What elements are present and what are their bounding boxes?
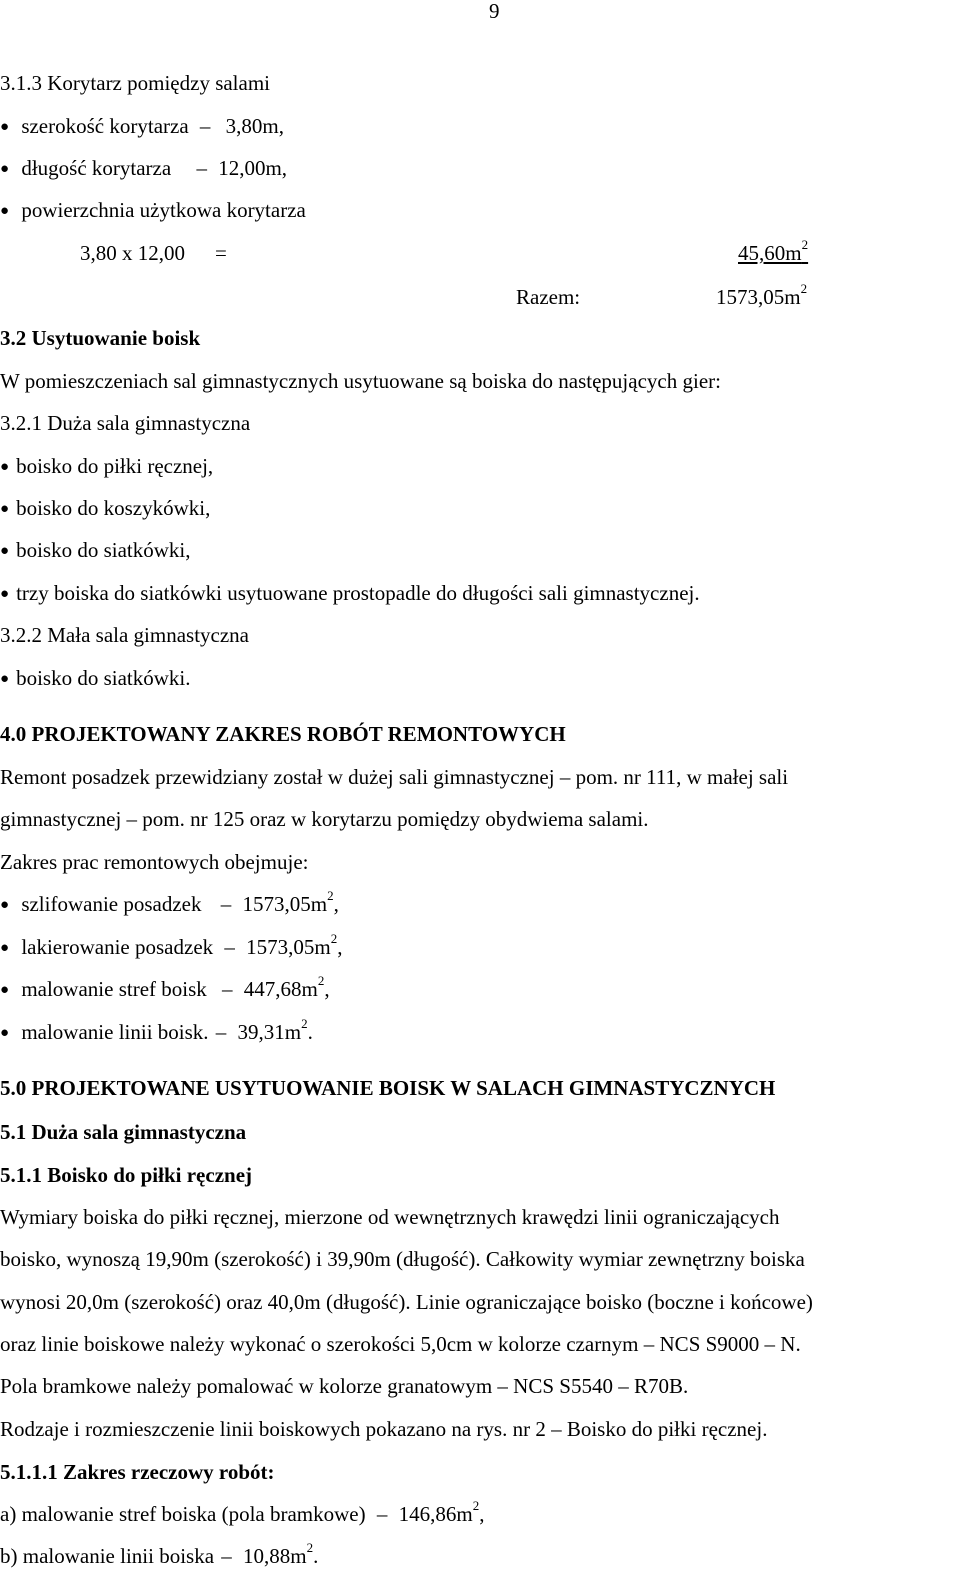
list-item: ● trzy boiska do siatkówki usytuowane prostopadle do długości sali gimnastycznej. (0, 580, 700, 609)
list-item: ● boisko do siatkówki, (0, 537, 190, 566)
section-4-0-heading: 4.0 PROJEKTOWANY ZAKRES ROBÓT REMONTOWYCH (0, 722, 566, 746)
list-item: ● szlifowanie posadzek – $1573,05m^2$, (0, 891, 339, 920)
list-item: ● boisko do piłki ręcznej, (0, 453, 213, 482)
list-item (0, 197, 306, 226)
total-label: Razem: (516, 285, 581, 309)
list-item: ● lakierowanie posadzek – $1573,05m^2$, (0, 934, 343, 963)
section-5-1-heading: 5.1 Duża sala gimnastyczna (0, 1120, 247, 1144)
list-item: ● szerokość korytarza – 3,80m, (0, 113, 284, 142)
list-item: ● boisko do siatkówki. (0, 665, 190, 694)
list-item: ● malowanie stref boisk – $447,68m^2$, (0, 976, 330, 1005)
corridor-width-label: szerokość korytarza (21, 114, 189, 138)
corridor-width-value: 3,80m, (225, 114, 284, 138)
paragraph-line: gimnastycznej – pom. nr 125 oraz w korytarzu pomiędzy obydwiema salami. (0, 807, 649, 831)
section-5-1-1-heading: 5.1.1 Boisko do piłki ręcznej (0, 1163, 253, 1187)
corridor-length-value: 12,00m, (218, 156, 288, 180)
scope-item: b) malowanie linii boiska – $10,88m^2$. (0, 1540, 319, 1568)
total-value: $1573,05m^2$ (716, 281, 808, 309)
paragraph-line: Pola bramkowe należy pomalować w kolorze granatowym – NCS S5540 – R70B. (0, 1374, 689, 1398)
section-3-2-heading: 3.2 Usytuowanie boisk (0, 326, 201, 350)
corridor-area-label: powierzchnia użytkowa korytarza (21, 198, 306, 222)
list-item: ● malowanie linii boisk. – $39,31m^2$. (0, 1019, 313, 1048)
paragraph-line: Remont posadzek przewidziany został w dużej sali gimnastycznej – pom. nr 111, w małej sali (0, 765, 789, 789)
corridor-length-label: długość korytarza (21, 156, 172, 180)
area-calculation: 3,80 x 12,00 (80, 241, 185, 265)
section-3-2-1-heading: 3.2.1 Duża sala gimnastyczna (0, 411, 251, 435)
list-item: ● długość korytarza – 12,00m, (0, 155, 287, 184)
section-3-2-intro: W pomieszczeniach sal gimnastycznych usytuowane są boiska do następujących gier: (0, 369, 721, 393)
list-item: ● boisko do koszykówki, (0, 495, 210, 524)
paragraph-line: Rodzaje i rozmieszczenie linii boiskowych pokazano na rys. nr 2 – Boisko do piłki ręcznej. (0, 1417, 768, 1441)
section-5-0-heading: 5.0 PROJEKTOWANE USYTUOWANIE BOISK W SALACH GIMNASTYCZNYCH (0, 1076, 776, 1100)
paragraph-line: Wymiary boiska do piłki ręcznej, mierzone od wewnętrznych krawędzi linii ograniczających (0, 1205, 780, 1229)
scope-item: a) malowanie stref boiska (pola bramkowe) – $146,86m^2$, (0, 1498, 485, 1526)
section-3-1-3-heading: 3.1.3 Korytarz pomiędzy salami (0, 71, 271, 95)
section-5-1-1-1-heading: 5.1.1.1 Zakres rzeczowy robót: (0, 1460, 275, 1484)
paragraph-line: boisko, wynoszą 19,90m (szerokość) i 39,90m (długość). Całkowity wymiar zewnętrzny boiska (0, 1247, 805, 1271)
section-3-2-2-heading: 3.2.2 Mała sala gimnastyczna (0, 623, 250, 647)
paragraph-line: wynosi 20,0m (szerokość) oraz 40,0m (długość). Linie ograniczające boisko (boczne i końcowe) (0, 1290, 813, 1314)
scope-intro: Zakres prac remontowych obejmuje: (0, 850, 309, 874)
paragraph-line: oraz linie boiskowe należy wykonać o szerokości 5,0cm w kolorze czarnym – NCS S9000 – N. (0, 1332, 801, 1356)
calc-result: $45,60m^2$ (738, 237, 809, 265)
page-number: 9 (489, 0, 500, 23)
calc-equals: = (215, 241, 227, 265)
